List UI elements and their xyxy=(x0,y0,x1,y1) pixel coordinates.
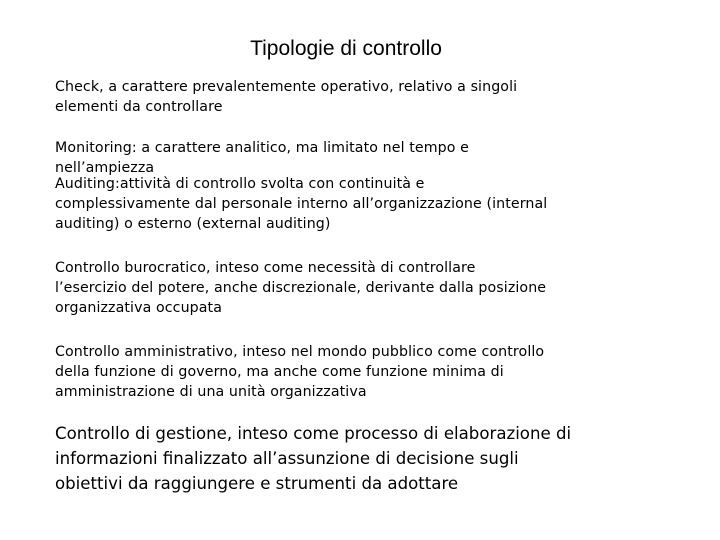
paragraph-line: Controllo burocratico, inteso come necessità di controllare xyxy=(55,260,476,276)
paragraph-line: auditing) o esterno (external auditing) xyxy=(55,216,331,232)
paragraph-line: elementi da controllare xyxy=(55,99,223,115)
paragraph-line: complessivamente dal personale interno all’organizzazione (internal xyxy=(55,196,548,212)
paragraph-line: obiettivi da raggiungere e strumenti da adottare xyxy=(55,474,459,493)
paragraph-check xyxy=(55,77,685,117)
paragraph-line: amministrazione di una unità organizzativa xyxy=(55,384,367,400)
paragraph-line: organizzativa occupata xyxy=(55,300,223,316)
paragraph-line: Monitoring: a carattere analitico, ma limitato nel tempo e xyxy=(55,140,469,156)
paragraph-auditing xyxy=(55,174,685,234)
paragraph-line: informazioni finalizzato all’assunzione di decisione sugli xyxy=(55,449,519,468)
paragraph-controllo-burocratico xyxy=(55,258,685,318)
paragraph-controllo-gestione xyxy=(55,421,685,496)
page-title: Tipologie di controllo xyxy=(250,37,442,60)
paragraph-line: Controllo di gestione, inteso come processo di elaborazione di xyxy=(55,424,572,443)
paragraph-line: l’esercizio del potere, anche discrezionale, derivante dalla posizione xyxy=(55,280,547,296)
paragraph-line: Controllo amministrativo, inteso nel mondo pubblico come controllo xyxy=(55,344,545,360)
paragraph-line: Auditing:attività di controllo svolta con continuità e xyxy=(55,176,425,192)
paragraph-monitoring xyxy=(55,138,685,178)
paragraph-line: Check, a carattere prevalentemente operativo, relativo a singoli xyxy=(55,79,518,95)
paragraph-line: della funzione di governo, ma anche come funzione minima di xyxy=(55,364,504,380)
paragraph-line: nell’ampiezza xyxy=(55,160,155,176)
paragraph-controllo-amministrativo xyxy=(55,342,685,402)
